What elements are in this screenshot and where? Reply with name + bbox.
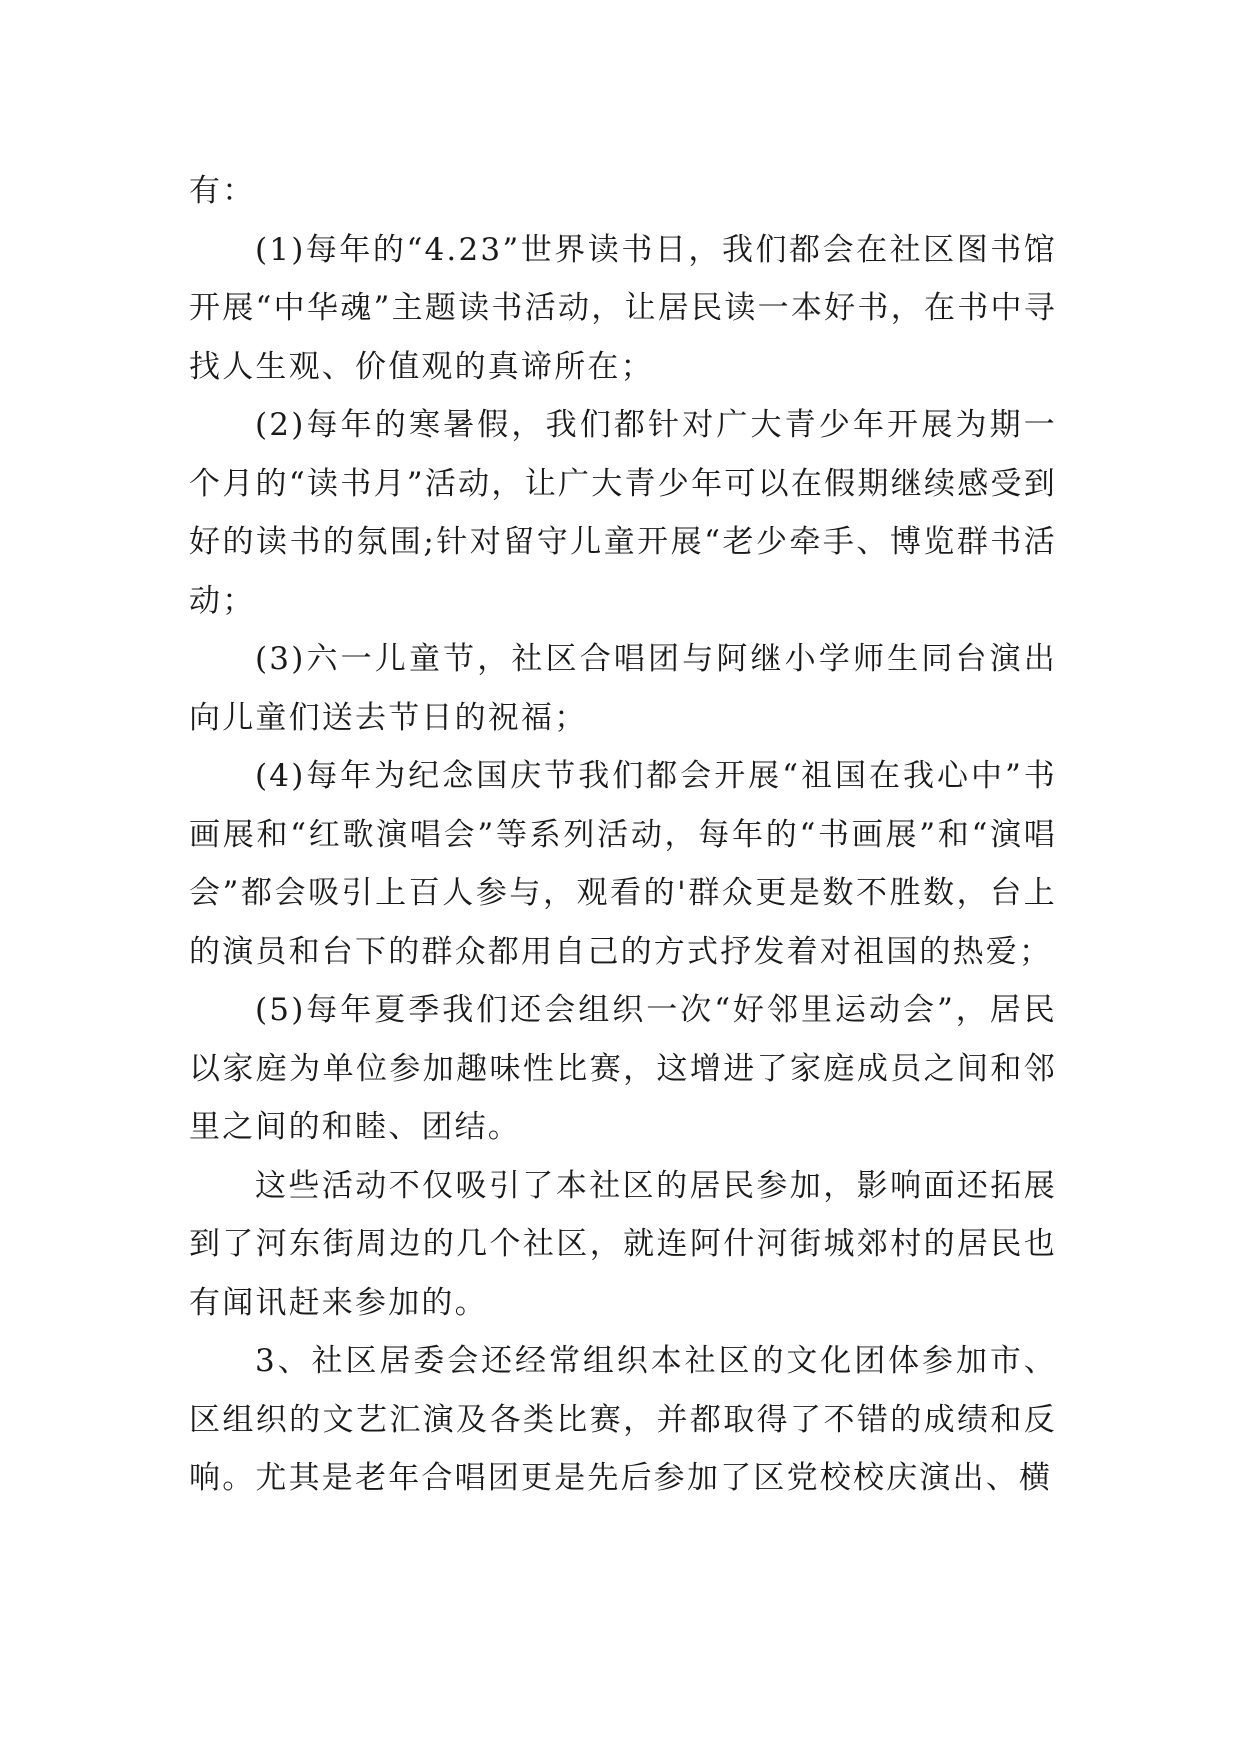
paragraph-item-3: (3)六一儿童节，社区合唱团与阿继小学师生同台演出向儿童们送去节日的祝福； (189, 641, 1057, 736)
paragraph-item-1: (1)每年的“4.23”世界读书日，我们都会在社区图书馆开展“中华魂”主题读书活动，让居民读一本好书，在书中寻找人生观、价值观的真谛所在； (189, 231, 1057, 385)
paragraph-item-5: (5)每年夏季我们还会组织一次“好邻里运动会”，居民以家庭为单位参加趣味性比赛，这增进了家庭成员之间和邻里之间的和睦、团结。 (189, 992, 1057, 1145)
paragraph-intro: 有： (189, 173, 256, 209)
document-body (189, 162, 1057, 1508)
paragraph-item-4: (4)每年为纪念国庆节我们都会开展“祖国在我心中”书画展和“红歌演唱会”等系列活动，每年的“书画展”和“演唱会”都会吸引上百人参与，观看的'群众更是数不胜数，台上的演员和台下的群众都用自己的方式抒发着对祖国的热爱； (189, 758, 1057, 970)
paragraph-section-3: 3、社区居委会还经常组织本社区的文化团体参加市、区组织的文艺汇演及各类比赛，并都取得了不错的成绩和反响。尤其是老年合唱团更是先后参加了区党校校庆演出、横 (189, 1343, 1057, 1496)
paragraph-summary: 这些活动不仅吸引了本社区的居民参加，影响面还拓展到了河东街周边的几个社区，就连阿什河街城郊村的居民也有闻讯赶来参加的。 (189, 1167, 1057, 1321)
paragraph-item-2: (2)每年的寒暑假，我们都针对广大青少年开展为期一个月的“读书月”活动，让广大青少年可以在假期继续感受到好的读书的氛围;针对留守儿童开展“老少牵手、博览群书活动； (189, 407, 1057, 619)
